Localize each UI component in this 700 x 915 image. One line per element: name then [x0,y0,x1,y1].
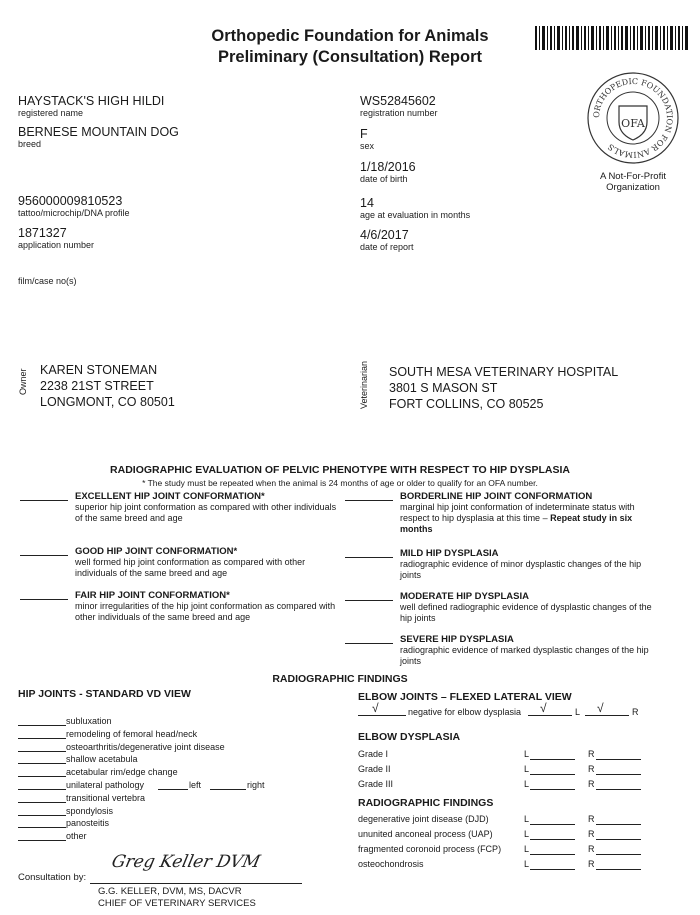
dob-label: date of birth [360,174,408,184]
findings-heading: RADIOGRAPHIC FINDINGS [272,673,408,685]
unilateral-right-label: right [247,780,265,790]
grade-label: Grade II [358,764,391,774]
borderline-blank[interactable] [345,500,393,501]
breed-label: breed [18,139,42,149]
option-borderline-desc: marginal hip joint conformation of indeterminate status with respect to hip dysplasia at this time – [400,502,635,523]
svg-text:ORTHOPEDIC FOUNDATION FOR ANIM: ORTHOPEDIC FOUNDATION FOR ANIMALS [591,76,675,160]
severe-blank[interactable] [345,643,393,644]
vet-city: FORT COLLINS, CO 80525 [389,397,544,411]
registered-name-label: registered name [18,108,84,118]
excellent-blank[interactable] [20,500,68,501]
evaluation-heading: RADIOGRAPHIC EVALUATION OF PELVIC PHENOTYPE WITH RESPECT TO HIP DYSPLASIA [110,464,570,476]
elbow-right-blank[interactable] [585,715,629,716]
grade-l-blank[interactable] [530,789,575,790]
grade-r-blank[interactable] [596,789,641,790]
grade-l-letter: L [524,779,530,789]
seal-caption: A Not-For-Profit [600,171,666,182]
signature-line [90,883,302,884]
unilateral-right-blank[interactable] [210,789,246,790]
option-good-desc: well formed hip joint conformation as compared with other individuals of the same breed and age [75,557,306,578]
evaluation-note: * The study must be repeated when the animal is 24 months of age or older to qualify for an OFA number. [142,478,538,488]
seal-caption-2: Organization [606,182,660,193]
report-subtitle: Preliminary (Consultation) Report [217,48,483,66]
dob-value: 1/18/2016 [360,160,416,174]
option-fair-desc: minor irregularities of the hip joint conformation as compared with other individuals of the same breed and age [75,601,336,622]
ofa-seal-logo [585,70,681,166]
elbow-finding-r-blank[interactable] [596,869,641,870]
barcode [535,26,690,50]
hip-finding-blank[interactable] [18,840,66,841]
elbow-heading: ELBOW JOINTS – FLEXED LATERAL VIEW [358,691,572,703]
signature-image: Greg Keller DVM [109,852,262,872]
elbow-left-check: √ [540,701,547,715]
signer-title: CHIEF OF VETERINARY SERVICES [98,898,256,909]
hip-finding-label: spondylosis [66,805,114,816]
grade-l-blank[interactable] [530,774,575,775]
hip-finding-blank[interactable] [18,776,66,777]
good-blank[interactable] [20,555,68,556]
owner-side-label: Owner [18,368,28,396]
elbow-finding-l-letter: L [524,844,530,854]
hip-finding-label: transitional vertebra [66,792,146,803]
registration-number-label: registration number [360,108,438,118]
grade-r-letter: R [588,764,595,774]
option-moderate-desc: well defined radiographic evidence of dysplastic changes of the hip joints [400,602,652,623]
grade-label: Grade I [358,749,389,759]
vet-street: 3801 S MASON ST [389,381,498,395]
grade-r-blank[interactable] [596,759,641,760]
hip-finding-blank[interactable] [18,725,66,726]
grade-r-letter: R [588,779,595,789]
registration-number-value: WS52845602 [360,94,436,108]
elbow-finding-r-blank[interactable] [596,854,641,855]
option-mild-title: MILD HIP DYSPLASIA [400,548,499,559]
elbow-left-blank[interactable] [528,715,572,716]
unilateral-left-label: left [189,780,202,790]
owner-city: LONGMONT, CO 80501 [40,395,175,409]
grade-l-letter: L [524,764,530,774]
elbow-finding-label: ununited anconeal process (UAP) [358,829,493,839]
option-severe-title: SEVERE HIP DYSPLASIA [400,634,514,645]
hip-finding-blank[interactable] [18,738,66,739]
option-borderline-repeat: Repeat study in six months [400,513,633,534]
consultation-label: Consultation by: [18,872,87,883]
elbow-finding-r-blank[interactable] [596,824,641,825]
option-excellent-desc: superior hip joint conformation as compared with other individuals of the same breed and age [75,502,337,523]
grade-l-letter: L [524,749,530,759]
elbow-negative-check: √ [372,701,379,715]
age-value: 14 [360,196,374,210]
elbow-finding-l-letter: L [524,859,530,869]
microchip-value: 956000009810523 [18,194,123,208]
vet-name: SOUTH MESA VETERINARY HOSPITAL [389,365,619,379]
grade-label: Grade III [358,779,394,789]
elbow-left-label: L [575,707,581,717]
elbow-right-label: R [632,707,639,717]
elbow-finding-label: degenerative joint disease (DJD) [358,814,489,824]
owner-street: 2238 21ST STREET [40,379,154,393]
moderate-blank[interactable] [345,600,393,601]
report-date-label: date of report [360,242,414,252]
elbow-finding-l-blank[interactable] [530,824,575,825]
report-date-value: 4/6/2017 [360,228,409,242]
hip-finding-label: panosteitis [66,818,110,829]
hip-finding-label: acetabular rim/edge change [66,767,178,778]
option-moderate-title: MODERATE HIP DYSPLASIA [400,591,529,602]
application-number-label: application number [18,240,95,250]
sex-label: sex [360,141,375,151]
elbow-negative-label: negative for elbow dysplasia [408,707,522,717]
fair-blank[interactable] [20,599,68,600]
elbow-negative-blank[interactable] [358,715,406,716]
option-fair-title: FAIR HIP JOINT CONFORMATION* [75,590,230,601]
elbow-dysplasia-heading: ELBOW DYSPLASIA [358,731,461,743]
breed-value: BERNESE MOUNTAIN DOG [18,125,179,139]
elbow-finding-r-letter: R [588,829,595,839]
age-label: age at evaluation in months [360,210,471,220]
hip-finding-label: remodeling of femoral head/neck [66,728,198,739]
hip-finding-blank[interactable] [18,763,66,764]
elbow-right-check: √ [597,701,604,715]
elbow-finding-l-blank[interactable] [530,839,575,840]
hip-finding-label: subluxation [66,716,112,726]
elbow-finding-l-blank[interactable] [530,869,575,870]
hip-finding-blank[interactable] [18,802,66,803]
elbow-findings-heading: RADIOGRAPHIC FINDINGS [358,797,494,809]
vet-side-label: Veterinarian [359,360,369,410]
hip-joints-heading: HIP JOINTS - STANDARD VD VIEW [18,688,191,700]
elbow-finding-r-blank[interactable] [596,839,641,840]
option-good-title: GOOD HIP JOINT CONFORMATION* [75,546,238,557]
owner-name: KAREN STONEMAN [40,363,158,377]
film-case-label: film/case no(s) [18,276,77,286]
option-borderline-title: BORDERLINE HIP JOINT CONFORMATION [400,491,593,502]
unilateral-left-blank[interactable] [158,789,188,790]
registered-name-value: HAYSTACK'S HIGH HILDI [18,94,165,108]
elbow-finding-r-letter: R [588,859,595,869]
signer-name: G.G. KELLER, DVM, MS, DACVR [98,886,242,897]
grade-l-blank[interactable] [530,759,575,760]
microchip-label: tattoo/microchip/DNA profile [18,208,130,218]
hip-finding-label: other [66,831,87,842]
option-severe-desc: radiographic evidence of marked dysplastic changes of the hip joints [400,645,649,666]
hip-finding-label: unilateral pathology [66,780,145,790]
elbow-finding-r-letter: R [588,844,595,854]
elbow-finding-l-blank[interactable] [530,854,575,855]
report-title: Orthopedic Foundation for Animals [211,27,489,45]
mild-blank[interactable] [345,557,393,558]
elbow-finding-label: osteochondrosis [358,859,424,869]
elbow-finding-label: fragmented coronoid process (FCP) [358,844,502,854]
elbow-finding-l-letter: L [524,829,530,839]
grade-r-blank[interactable] [596,774,641,775]
hip-finding-blank[interactable] [18,751,66,752]
elbow-finding-r-letter: R [588,814,595,824]
application-number-value: 1871327 [18,226,67,240]
elbow-finding-l-letter: L [524,814,530,824]
option-mild-desc: radiographic evidence of minor dysplastic changes of the hip joints [400,559,642,580]
hip-finding-blank[interactable] [18,789,66,790]
hip-finding-label: osteoarthritis/degenerative joint disease [66,741,225,752]
hip-finding-blank[interactable] [18,827,66,828]
sex-value: F [360,127,368,141]
hip-finding-label: shallow acetabula [66,754,138,765]
svg-text:OFA: OFA [621,117,645,130]
grade-r-letter: R [588,749,595,759]
option-excellent-title: EXCELLENT HIP JOINT CONFORMATION* [75,491,265,502]
hip-finding-blank[interactable] [18,815,66,816]
